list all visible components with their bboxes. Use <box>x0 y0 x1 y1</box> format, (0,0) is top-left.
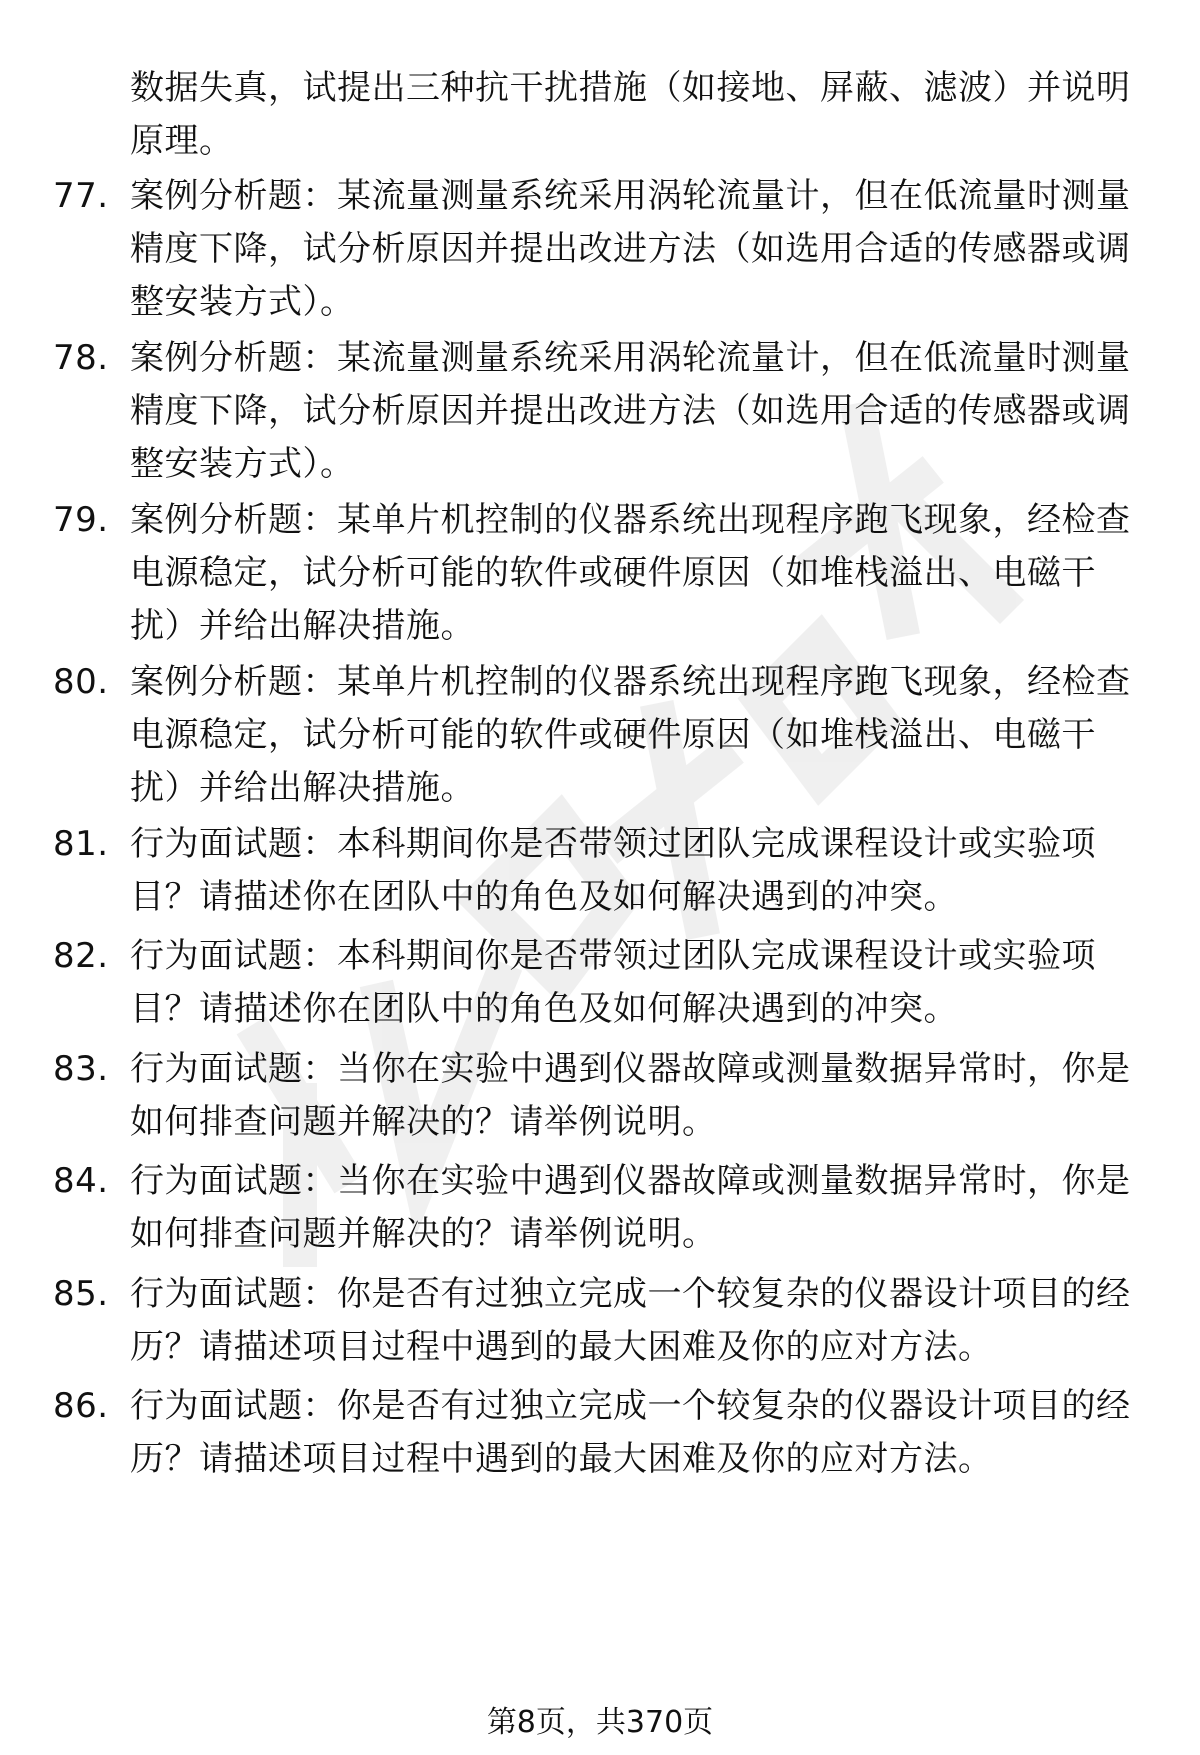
question-text: 案例分析题：某流量测量系统采用涡轮流量计，但在低流量时测量精度下降，试分析原因并提出改进方法（如选用合适的传感器或调整安装方式）。 <box>130 176 1131 322</box>
question-text: 行为面试题：本科期间你是否带领过团队完成课程设计或实验项目？请描述你在团队中的角色及如何解决遇到的冲突。 <box>130 824 1096 917</box>
question-number: 77. <box>53 176 109 216</box>
question-text: 行为面试题：你是否有过独立完成一个较复杂的仪器设计项目的经历？请描述项目过程中遇到的最大困难及你的应对方法。 <box>130 1274 1131 1367</box>
question-text: 行为面试题：本科期间你是否带领过团队完成课程设计或实验项目？请描述你在团队中的角色及如何解决遇到的冲突。 <box>130 936 1096 1029</box>
question-number: 79. <box>53 500 109 540</box>
page-footer: 第8页，共370页 <box>486 1705 714 1740</box>
question-number: 83. <box>53 1049 109 1089</box>
question-number: 84. <box>53 1161 109 1201</box>
question-text: 行为面试题：你是否有过独立完成一个较复杂的仪器设计项目的经历？请描述项目过程中遇到的最大困难及你的应对方法。 <box>130 1386 1131 1479</box>
continuation-paragraph: 数据失真，试提出三种抗干扰措施（如接地、屏蔽、滤波）并说明原理。 <box>130 68 1131 161</box>
question-number: 86. <box>53 1386 109 1426</box>
question-text: 行为面试题：当你在实验中遇到仪器故障或测量数据异常时，你是如何排查问题并解决的？请举例说明。 <box>130 1161 1131 1254</box>
question-text: 案例分析题：某流量测量系统采用涡轮流量计，但在低流量时测量精度下降，试分析原因并提出改进方法（如选用合适的传感器或调整安装方式）。 <box>130 338 1131 484</box>
question-number: 85. <box>53 1274 109 1314</box>
question-text: 案例分析题：某单片机控制的仪器系统出现程序跑飞现象，经检查电源稳定，试分析可能的软件或硬件原因（如堆栈溢出、电磁干扰）并给出解决措施。 <box>130 500 1131 646</box>
question-number: 82. <box>53 936 109 976</box>
question-number: 81. <box>53 824 109 864</box>
question-number: 78. <box>53 338 109 378</box>
question-text: 行为面试题：当你在实验中遇到仪器故障或测量数据异常时，你是如何排查问题并解决的？请举例说明。 <box>130 1049 1131 1142</box>
question-number: 80. <box>53 662 109 702</box>
question-text: 案例分析题：某单片机控制的仪器系统出现程序跑飞现象，经检查电源稳定，试分析可能的软件或硬件原因（如堆栈溢出、电磁干扰）并给出解决措施。 <box>130 662 1131 808</box>
